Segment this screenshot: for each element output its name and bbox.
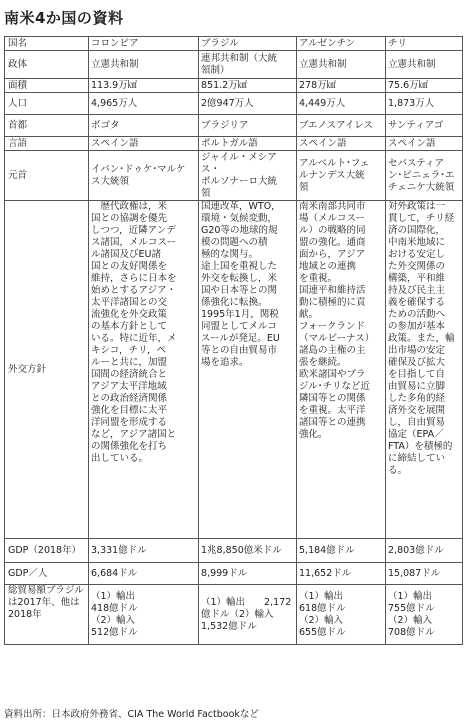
table-row [5,585,463,645]
table-cell: 2億947万人 [199,93,297,115]
page-title: 南米4か国の資料 [4,9,124,27]
header-cell: ブラジル [199,37,297,51]
row-label: 総貿易額ブラジル は2017年、他は 2018年 [5,585,89,645]
table-cell: 278万㎢ [297,79,386,93]
row-label: GDP／人 [5,563,89,585]
table-row [5,201,463,539]
table-cell: 1兆8,850億米ドル [199,539,297,563]
row-label: 首都 [5,115,89,137]
table-cell: 5,184億ドル [297,539,386,563]
table-cell: 連邦共和制（大統 領制） [199,51,297,79]
table-cell: ポルトガル語 [199,137,297,151]
table-cell: スペイン語 [297,137,386,151]
table-cell: （1）輸出 755億ドル （2）輸入 708億ドル [386,585,463,645]
row-label: 面積 [5,79,89,93]
table-cell: イバン･ドゥケ･マルケ ス大統領 [89,151,199,201]
table-cell: 立憲共和制 [386,51,463,79]
table-row [5,115,463,137]
table-cell: 立憲共和制 [89,51,199,79]
table-cell: 75.6万㎢ [386,79,463,93]
row-label: 外交方針 [5,201,89,539]
table-cell: セバスティア ン･ピニェラ･エ チェニケ大統領 [386,151,463,201]
header-row [5,37,463,51]
table-cell: スペイン語 [89,137,199,151]
table-cell: 歴代政権は，米 国との協調を優先 しつつ，近隣アンデ ス諸国，メルコスー ル諸国及びEU諸 国との友好関係を 維持，さらに日本を 始めとするアジア・ 太平洋諸国との交 流強化を外交政策 の基本方針として いる。特に近年，メ キシコ，チリ，ペ ルーと共に，加盟 国間の経済統合と アジア太平洋地域 との政治経済関係 強化を目標に太平 洋同盟を形成する など，アジア諸国と の関係強化を打ち 出している。 [89,201,199,539]
table-cell: ブエノスアイレス [297,115,386,137]
table-row [5,539,463,563]
table-cell: 2,803億ドル [386,539,463,563]
table-cell: サンティアゴ [386,115,463,137]
table-cell: （1）輸出 418億ドル （2）輸入 512億ドル [89,585,199,645]
row-label: GDP（2018年） [5,539,89,563]
table-cell: 4,449万人 [297,93,386,115]
table-cell: ボゴタ [89,115,199,137]
table-cell: 立憲共和制 [297,51,386,79]
table-row [5,93,463,115]
row-label: 言語 [5,137,89,151]
table-cell: 8,999ドル [199,563,297,585]
row-label: 元首 [5,151,89,201]
table-cell: アルベルト･フェ ルナンデス大統 領 [297,151,386,201]
table-cell: 国連改革，WTO， 環境・気候変動， G20等の地球的規 模の問題への積 極的な関与。 途上国を重視した 外交を転換し，米 国や日本等との関 係強化に転換。 1995年1月，関税 同盟としてメルコ スールが発足。EU 等との自由貿易市 場を追求。 [199,201,297,539]
table-row [5,151,463,201]
header-cell: コロンビア [89,37,199,51]
table-cell: （1）輸出 618億ドル （2）輸入 655億ドル [297,585,386,645]
table-cell: 3,331億ドル [89,539,199,563]
table-row [5,51,463,79]
table-cell: スペイン語 [386,137,463,151]
table-cell: 6,684ドル [89,563,199,585]
table-cell: 1,873万人 [386,93,463,115]
table-cell: 15,087ドル [386,563,463,585]
row-label: 政体 [5,51,89,79]
table-cell: 4,965万人 [89,93,199,115]
table-row [5,79,463,93]
table-cell: ジャイル・メシアス・ ボルソナーロ大統 領 [199,151,297,201]
table-cell: 113.9万㎢ [89,79,199,93]
header-cell: 国名 [5,37,89,51]
row-label: 人口 [5,93,89,115]
table-cell: ブラジリア [199,115,297,137]
header-cell: チリ [386,37,463,51]
table-cell: 11,652ドル [297,563,386,585]
table-cell: 対外政策は一 貫して，チリ経 済の国際化， 中南米地域に おける安定し た外交関係の 構築，平和維 持及び民主主 義を確保する ための活動へ の参加が基本 政策。また，輸 出市場の安定 確保及び拡大 を目指して自 由貿易に立脚 した多角的経 済外交を展開 し，自由貿易 協定（EPA／ FTA）を積極的 に締結してい る。 [386,201,463,539]
table-cell: 南米南部共同市 場（メルコスー ル）の戦略的同 盟の強化。通商 面から，アジア 地域との連携 を重視。 国連平和維持活 動に積極的に貢 献。 フォークランド （マルビーナス） 諸島の主権の主 張を継続。 欧米諸国やブラ ジル･チリなど近 隣国等との関係 を重視。太平洋 諸国等との連携 強化。 [297,201,386,539]
header-cell: アルゼンチン [297,37,386,51]
table-row [5,137,463,151]
table-cell: （1）輸出 2,172 億ドル（2）輸入 1,532億ドル [199,585,297,645]
source-note: 資料出所：日本政府外務省、CIA The World Factbookなど [4,709,259,720]
country-table [4,36,463,645]
table-row [5,563,463,585]
table-cell: 851.2万㎢ [199,79,297,93]
